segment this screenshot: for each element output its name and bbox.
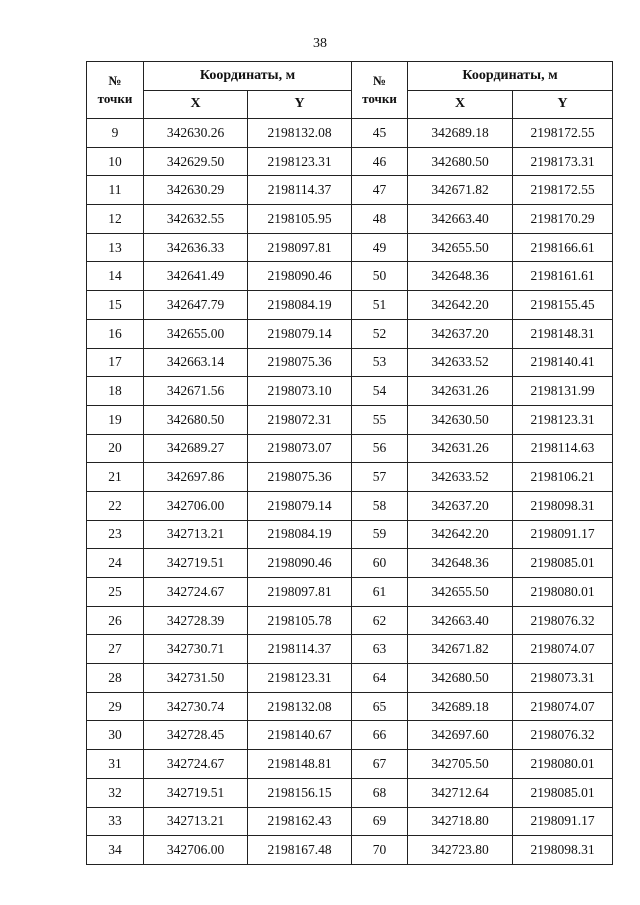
y-header-right: Y bbox=[513, 90, 613, 119]
point-number-cell: 26 bbox=[87, 606, 144, 635]
x-coordinate-cell: 342637.20 bbox=[408, 319, 513, 348]
x-coordinate-cell: 342630.29 bbox=[144, 176, 248, 205]
x-coordinate-cell: 342655.50 bbox=[408, 233, 513, 262]
point-number-cell: 62 bbox=[352, 606, 408, 635]
point-number-cell: 49 bbox=[352, 233, 408, 262]
x-coordinate-cell: 342631.26 bbox=[408, 377, 513, 406]
point-number-header-right bbox=[352, 62, 408, 119]
table-row bbox=[87, 606, 613, 635]
x-coordinate-cell: 342689.18 bbox=[408, 119, 513, 148]
table-row bbox=[87, 807, 613, 836]
y-coordinate-cell: 2198132.08 bbox=[248, 692, 352, 721]
y-coordinate-cell: 2198173.31 bbox=[513, 147, 613, 176]
point-number-cell: 45 bbox=[352, 119, 408, 148]
y-coordinate-cell: 2198105.95 bbox=[248, 205, 352, 234]
x-header-right: X bbox=[408, 90, 513, 119]
x-coordinate-cell: 342728.39 bbox=[144, 606, 248, 635]
y-coordinate-cell: 2198079.14 bbox=[248, 491, 352, 520]
y-coordinate-cell: 2198090.46 bbox=[248, 262, 352, 291]
point-number-cell: 12 bbox=[87, 205, 144, 234]
y-coordinate-cell: 2198167.48 bbox=[248, 836, 352, 865]
table-row bbox=[87, 692, 613, 721]
y-coordinate-cell: 2198162.43 bbox=[248, 807, 352, 836]
x-coordinate-cell: 342647.79 bbox=[144, 291, 248, 320]
y-coordinate-cell: 2198131.99 bbox=[513, 377, 613, 406]
point-number-cell: 70 bbox=[352, 836, 408, 865]
coordinates-header-left: Координаты, м bbox=[144, 62, 352, 91]
point-number-cell: 33 bbox=[87, 807, 144, 836]
x-coordinate-cell: 342697.60 bbox=[408, 721, 513, 750]
x-coordinate-cell: 342663.14 bbox=[144, 348, 248, 377]
x-coordinate-cell: 342671.82 bbox=[408, 635, 513, 664]
x-coordinate-cell: 342689.18 bbox=[408, 692, 513, 721]
x-coordinate-cell: 342718.80 bbox=[408, 807, 513, 836]
point-number-cell: 55 bbox=[352, 405, 408, 434]
point-number-cell: 47 bbox=[352, 176, 408, 205]
point-number-cell: 27 bbox=[87, 635, 144, 664]
table-body bbox=[87, 119, 613, 865]
y-coordinate-cell: 2198090.46 bbox=[248, 549, 352, 578]
x-coordinate-cell: 342629.50 bbox=[144, 147, 248, 176]
point-number-cell: 69 bbox=[352, 807, 408, 836]
x-coordinate-cell: 342663.40 bbox=[408, 205, 513, 234]
point-number-cell: 60 bbox=[352, 549, 408, 578]
y-coordinate-cell: 2198098.31 bbox=[513, 836, 613, 865]
point-number-cell: 29 bbox=[87, 692, 144, 721]
point-number-cell: 25 bbox=[87, 578, 144, 607]
y-coordinate-cell: 2198085.01 bbox=[513, 549, 613, 578]
y-coordinate-cell: 2198172.55 bbox=[513, 176, 613, 205]
y-coordinate-cell: 2198140.41 bbox=[513, 348, 613, 377]
x-coordinate-cell: 342719.51 bbox=[144, 778, 248, 807]
x-coordinate-cell: 342641.49 bbox=[144, 262, 248, 291]
point-number-header-left bbox=[87, 62, 144, 119]
x-coordinate-cell: 342728.45 bbox=[144, 721, 248, 750]
y-header-left: Y bbox=[248, 90, 352, 119]
y-coordinate-cell: 2198074.07 bbox=[513, 635, 613, 664]
x-coordinate-cell: 342633.52 bbox=[408, 348, 513, 377]
x-coordinate-cell: 342689.27 bbox=[144, 434, 248, 463]
page-number: 38 bbox=[313, 36, 327, 51]
x-coordinate-cell: 342713.21 bbox=[144, 807, 248, 836]
y-coordinate-cell: 2198072.31 bbox=[248, 405, 352, 434]
x-coordinate-cell: 342706.00 bbox=[144, 491, 248, 520]
y-coordinate-cell: 2198084.19 bbox=[248, 291, 352, 320]
y-coordinate-cell: 2198123.31 bbox=[513, 405, 613, 434]
point-number-cell: 30 bbox=[87, 721, 144, 750]
y-coordinate-cell: 2198123.31 bbox=[248, 147, 352, 176]
point-number-cell: 61 bbox=[352, 578, 408, 607]
point-number-cell: 21 bbox=[87, 463, 144, 492]
x-coordinate-cell: 342712.64 bbox=[408, 778, 513, 807]
x-coordinate-cell: 342642.20 bbox=[408, 291, 513, 320]
y-coordinate-cell: 2198132.08 bbox=[248, 119, 352, 148]
point-number-cell: 56 bbox=[352, 434, 408, 463]
x-coordinate-cell: 342719.51 bbox=[144, 549, 248, 578]
x-coordinate-cell: 342655.00 bbox=[144, 319, 248, 348]
x-coordinate-cell: 342706.00 bbox=[144, 836, 248, 865]
table-row bbox=[87, 578, 613, 607]
table-row bbox=[87, 405, 613, 434]
point-number-cell: 9 bbox=[87, 119, 144, 148]
x-coordinate-cell: 342680.50 bbox=[408, 147, 513, 176]
y-coordinate-cell: 2198076.32 bbox=[513, 721, 613, 750]
coordinates-table bbox=[86, 61, 613, 865]
y-coordinate-cell: 2198091.17 bbox=[513, 807, 613, 836]
point-number-cell: 14 bbox=[87, 262, 144, 291]
point-number-symbol: № bbox=[372, 73, 387, 88]
y-coordinate-cell: 2198079.14 bbox=[248, 319, 352, 348]
table-row bbox=[87, 291, 613, 320]
table-row bbox=[87, 434, 613, 463]
table-header bbox=[87, 62, 613, 119]
point-number-cell: 16 bbox=[87, 319, 144, 348]
y-coordinate-cell: 2198073.07 bbox=[248, 434, 352, 463]
y-coordinate-cell: 2198085.01 bbox=[513, 778, 613, 807]
point-number-cell: 34 bbox=[87, 836, 144, 865]
table-row bbox=[87, 348, 613, 377]
x-coordinate-cell: 342671.82 bbox=[408, 176, 513, 205]
y-coordinate-cell: 2198155.45 bbox=[513, 291, 613, 320]
y-coordinate-cell: 2198106.21 bbox=[513, 463, 613, 492]
y-coordinate-cell: 2198097.81 bbox=[248, 578, 352, 607]
point-number-cell: 65 bbox=[352, 692, 408, 721]
y-coordinate-cell: 2198161.61 bbox=[513, 262, 613, 291]
point-number-cell: 19 bbox=[87, 405, 144, 434]
y-coordinate-cell: 2198073.31 bbox=[513, 664, 613, 693]
y-coordinate-cell: 2198148.81 bbox=[248, 750, 352, 779]
x-coordinate-cell: 342697.86 bbox=[144, 463, 248, 492]
point-number-cell: 32 bbox=[87, 778, 144, 807]
point-number-cell: 59 bbox=[352, 520, 408, 549]
point-number-cell: 52 bbox=[352, 319, 408, 348]
table-row bbox=[87, 778, 613, 807]
table-row bbox=[87, 176, 613, 205]
x-coordinate-cell: 342648.36 bbox=[408, 262, 513, 291]
x-coordinate-cell: 342642.20 bbox=[408, 520, 513, 549]
point-number-cell: 23 bbox=[87, 520, 144, 549]
y-coordinate-cell: 2198080.01 bbox=[513, 578, 613, 607]
table-row bbox=[87, 262, 613, 291]
point-number-cell: 58 bbox=[352, 491, 408, 520]
x-coordinate-cell: 342680.50 bbox=[144, 405, 248, 434]
table-row bbox=[87, 233, 613, 262]
y-coordinate-cell: 2198148.31 bbox=[513, 319, 613, 348]
point-number-cell: 68 bbox=[352, 778, 408, 807]
point-number-cell: 15 bbox=[87, 291, 144, 320]
y-coordinate-cell: 2198091.17 bbox=[513, 520, 613, 549]
y-coordinate-cell: 2198123.31 bbox=[248, 664, 352, 693]
table-row bbox=[87, 836, 613, 865]
point-number-symbol: № bbox=[108, 73, 122, 88]
y-coordinate-cell: 2198105.78 bbox=[248, 606, 352, 635]
x-coordinate-cell: 342731.50 bbox=[144, 664, 248, 693]
point-number-cell: 54 bbox=[352, 377, 408, 406]
x-coordinate-cell: 342663.40 bbox=[408, 606, 513, 635]
y-coordinate-cell: 2198170.29 bbox=[513, 205, 613, 234]
y-coordinate-cell: 2198073.10 bbox=[248, 377, 352, 406]
point-number-cell: 57 bbox=[352, 463, 408, 492]
x-coordinate-cell: 342655.50 bbox=[408, 578, 513, 607]
x-coordinate-cell: 342630.50 bbox=[408, 405, 513, 434]
x-coordinate-cell: 342631.26 bbox=[408, 434, 513, 463]
x-header-left: X bbox=[144, 90, 248, 119]
x-coordinate-cell: 342724.67 bbox=[144, 750, 248, 779]
table-row bbox=[87, 520, 613, 549]
x-coordinate-cell: 342680.50 bbox=[408, 664, 513, 693]
x-coordinate-cell: 342730.74 bbox=[144, 692, 248, 721]
y-coordinate-cell: 2198098.31 bbox=[513, 491, 613, 520]
y-coordinate-cell: 2198140.67 bbox=[248, 721, 352, 750]
x-coordinate-cell: 342636.33 bbox=[144, 233, 248, 262]
y-coordinate-cell: 2198080.01 bbox=[513, 750, 613, 779]
x-coordinate-cell: 342724.67 bbox=[144, 578, 248, 607]
point-number-word: точки bbox=[362, 91, 397, 106]
point-number-cell: 48 bbox=[352, 205, 408, 234]
point-number-cell: 67 bbox=[352, 750, 408, 779]
point-number-cell: 24 bbox=[87, 549, 144, 578]
table-row bbox=[87, 119, 613, 148]
y-coordinate-cell: 2198075.36 bbox=[248, 348, 352, 377]
table-row bbox=[87, 147, 613, 176]
table-row bbox=[87, 721, 613, 750]
point-number-cell: 53 bbox=[352, 348, 408, 377]
y-coordinate-cell: 2198166.61 bbox=[513, 233, 613, 262]
table-row bbox=[87, 635, 613, 664]
y-coordinate-cell: 2198075.36 bbox=[248, 463, 352, 492]
table-row bbox=[87, 549, 613, 578]
point-number-cell: 31 bbox=[87, 750, 144, 779]
point-number-cell: 13 bbox=[87, 233, 144, 262]
point-number-cell: 50 bbox=[352, 262, 408, 291]
point-number-cell: 22 bbox=[87, 491, 144, 520]
point-number-cell: 66 bbox=[352, 721, 408, 750]
y-coordinate-cell: 2198084.19 bbox=[248, 520, 352, 549]
coordinates-header-right: Координаты, м bbox=[408, 62, 613, 91]
y-coordinate-cell: 2198156.15 bbox=[248, 778, 352, 807]
x-coordinate-cell: 342730.71 bbox=[144, 635, 248, 664]
x-coordinate-cell: 342671.56 bbox=[144, 377, 248, 406]
x-coordinate-cell: 342633.52 bbox=[408, 463, 513, 492]
point-number-cell: 11 bbox=[87, 176, 144, 205]
x-coordinate-cell: 342713.21 bbox=[144, 520, 248, 549]
point-number-cell: 63 bbox=[352, 635, 408, 664]
y-coordinate-cell: 2198074.07 bbox=[513, 692, 613, 721]
table-row bbox=[87, 463, 613, 492]
table-row bbox=[87, 377, 613, 406]
point-number-cell: 18 bbox=[87, 377, 144, 406]
x-coordinate-cell: 342630.26 bbox=[144, 119, 248, 148]
point-number-cell: 17 bbox=[87, 348, 144, 377]
table-row bbox=[87, 319, 613, 348]
point-number-cell: 20 bbox=[87, 434, 144, 463]
point-number-cell: 46 bbox=[352, 147, 408, 176]
x-coordinate-cell: 342637.20 bbox=[408, 491, 513, 520]
point-number-cell: 28 bbox=[87, 664, 144, 693]
x-coordinate-cell: 342723.80 bbox=[408, 836, 513, 865]
point-number-cell: 10 bbox=[87, 147, 144, 176]
point-number-word: точки bbox=[97, 91, 133, 106]
x-coordinate-cell: 342705.50 bbox=[408, 750, 513, 779]
x-coordinate-cell: 342648.36 bbox=[408, 549, 513, 578]
table-row bbox=[87, 750, 613, 779]
y-coordinate-cell: 2198114.37 bbox=[248, 635, 352, 664]
y-coordinate-cell: 2198114.37 bbox=[248, 176, 352, 205]
y-coordinate-cell: 2198114.63 bbox=[513, 434, 613, 463]
table-row bbox=[87, 664, 613, 693]
point-number-cell: 64 bbox=[352, 664, 408, 693]
y-coordinate-cell: 2198097.81 bbox=[248, 233, 352, 262]
x-coordinate-cell: 342632.55 bbox=[144, 205, 248, 234]
table-row bbox=[87, 205, 613, 234]
table-row bbox=[87, 491, 613, 520]
y-coordinate-cell: 2198076.32 bbox=[513, 606, 613, 635]
y-coordinate-cell: 2198172.55 bbox=[513, 119, 613, 148]
point-number-cell: 51 bbox=[352, 291, 408, 320]
